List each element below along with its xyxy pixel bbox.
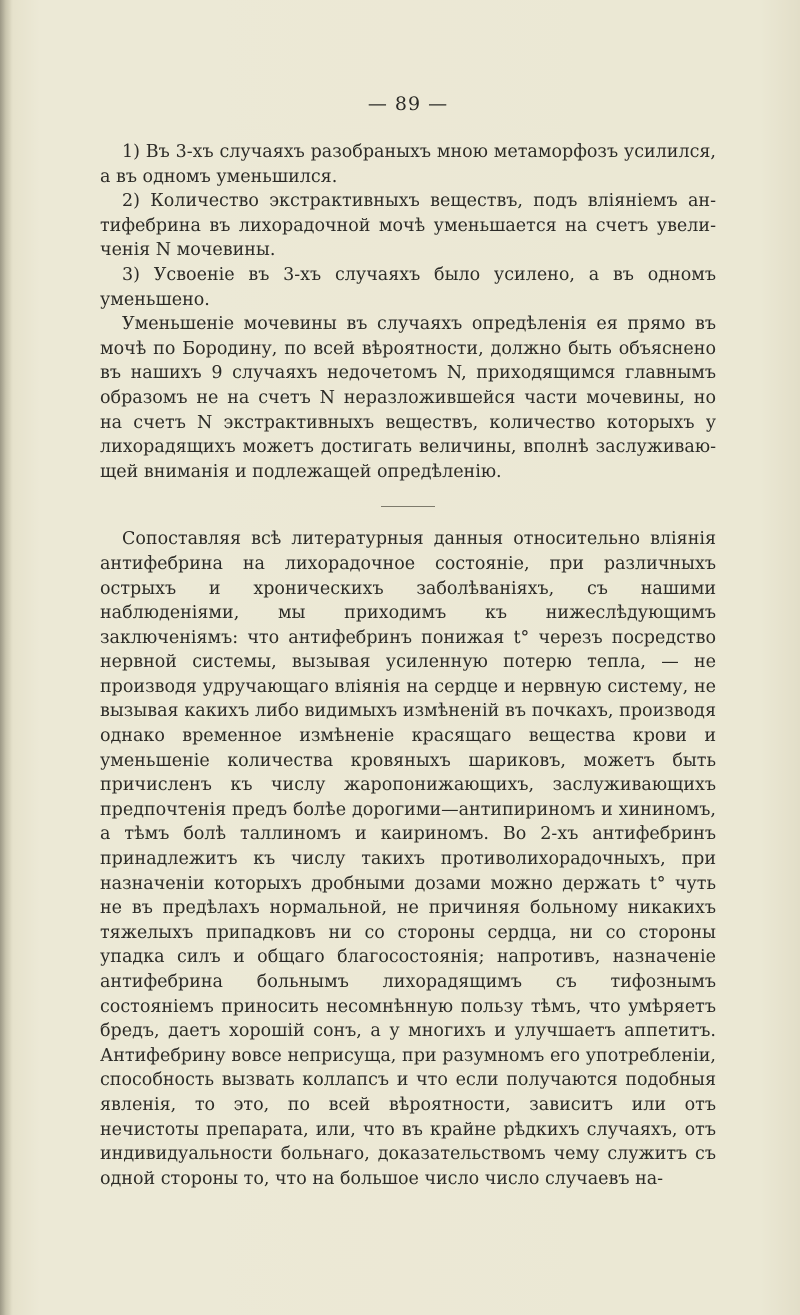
summary-section — [100, 527, 716, 1191]
paragraph-conclusion-1: 1) Въ 3-хъ случаяхъ разобраныхъ мною метаморфозъ усилился, а въ одномъ уменьшился. — [100, 142, 716, 187]
conclusions-section — [100, 140, 716, 484]
page-content — [100, 92, 716, 1191]
paragraph-summary: Сопоставляя всѣ литературныя данныя относительно вліянія антифебрина на лихорадочное состояніе, при различныхъ острыхъ и хроническихъ заболѣваніяхъ, съ нашими наблюденіями, мы приходимъ къ нижеслѣдующимъ заключеніямъ: что антифебринъ понижая t° черезъ посредство нервной системы, вызывая усиленную потерю тепла, — не производя удручающаго вліянія на сердце и нервную систему, не вызывая какихъ либо видимыхъ измѣненій въ почкахъ, производя однако временное измѣненіе красящаго вещества крови и уменьшеніе количества кровяныхъ шариковъ, можетъ быть причисленъ къ числу жаропонижающихъ, заслуживающихъ предпочтенія предъ болѣе дорогими—антипириномъ и хининомъ, а тѣмъ болѣ таллиномъ и каириномъ. Во 2-хъ антифебринъ принадлежитъ къ числу такихъ противолихорадочныхъ, при назначеніи которыхъ дробными дозами можно держать t° чуть не въ предѣлахъ нормальной, не причиняя больному никакихъ тяжелыхъ припадковъ ни со стороны сердца, ни со стороны упадка силъ и общаго благосостоянія; напротивъ, назначеніе антифебрина больнымъ лихорадящимъ съ тифознымъ состояніемъ приносить несомнѣнную пользу тѣмъ, что умѣряетъ бредъ, даетъ хорошій сонъ, а у многихъ и улучшаетъ аппетитъ. Антифебрину вовсе неприсуща, при разумномъ его употребленіи, способность вызвать коллапсъ и что если получаются подобныя явленія, то это, по всей вѣроятности, зависитъ или отъ нечистоты препарата, или, что въ крайне рѣдкихъ случаяхъ, отъ индивидуальности больнаго, доказательствомъ чему служитъ съ одной стороны то, что на большое число число случаевъ на- — [100, 529, 716, 1189]
paragraph-conclusion-3: 3) Усвоеніе въ 3-хъ случаяхъ было усилено, а въ одномъ уменьшено. — [100, 264, 716, 310]
section-divider — [381, 506, 435, 507]
page-number: — 89 — — [367, 93, 449, 115]
page-spine-shadow — [0, 0, 12, 1315]
paragraph-conclusion-2: 2) Количество экстрактивныхъ веществъ, подъ вліяніемъ антифебрина въ лихорадочной мочѣ уменьшается на счетъ увеличенія N мочевины. — [100, 191, 716, 261]
paragraph-urea-reduction: Уменьшеніе мочевины въ случаяхъ опредѣленія ея прямо въ мочѣ по Бородину, по всей вѣроятности, должно быть объяснено въ нашихъ 9 случаяхъ недочетомъ N, приходящимся главнымъ образомъ не на счетъ N неразложившейся части мочевины, но на счетъ N экстрактивныхъ веществъ, количество которыхъ у лихорадящихъ можетъ достигать величины, вполнѣ заслуживающей вниманія и подлежащей опредѣленію. — [100, 314, 716, 482]
